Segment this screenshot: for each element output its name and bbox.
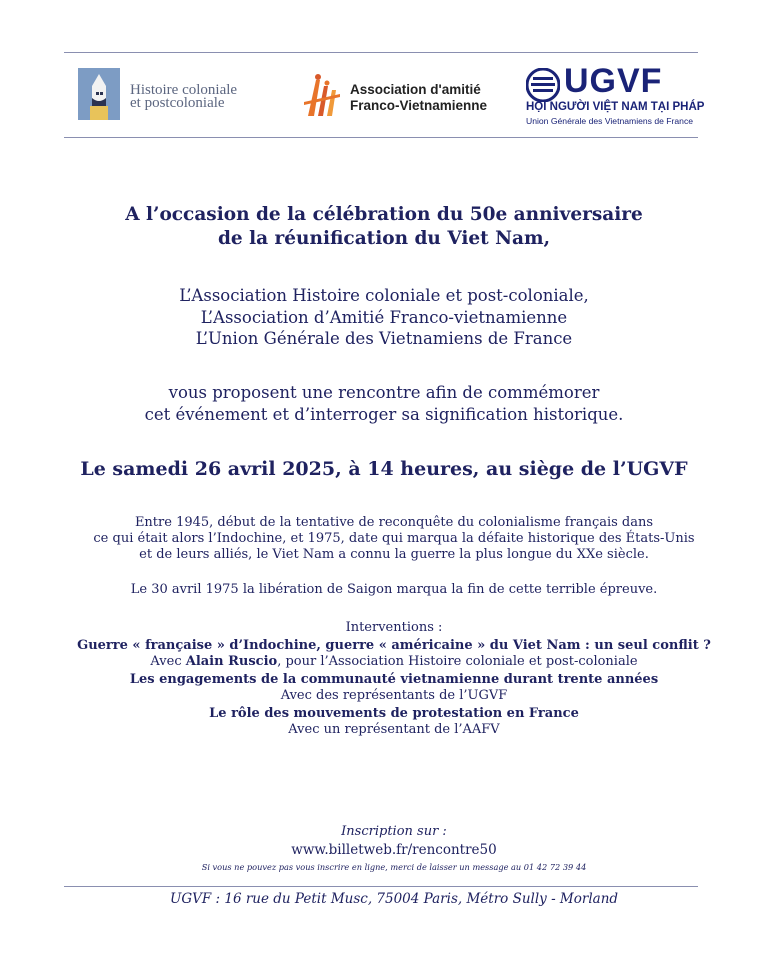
footer-divider [64, 886, 698, 887]
intervention-1-speaker-suffix: , pour l’Association Histoire coloniale et post-coloniale [277, 654, 638, 669]
event-date [0, 457, 768, 481]
context-line-2: ce qui était alors l’Indochine, et 1975, date qui marqua la défaite historique des États-Unis [93, 531, 695, 546]
proposal-line-2: cet événement et d’interroger sa signification historique. [144, 404, 624, 424]
organizer-ugvf: L’Union Générale des Vietnamiens de France [195, 329, 573, 348]
logo-ugvf-subtitle: HỘI NGƯỜI VIỆT NAM TẠI PHÁP [526, 101, 705, 113]
proposal-text [0, 382, 768, 425]
registration-link[interactable]: www.billetweb.fr/rencontre50 [291, 842, 497, 858]
intervention-3-title: Le rôle des mouvements de protestation en France [209, 706, 579, 721]
speaker-name: Alain Ruscio [185, 654, 278, 669]
intervention-2-speaker: Avec des représentants de l’UGVF [280, 688, 508, 703]
globe-icon [526, 68, 560, 102]
logo-bar [64, 60, 705, 132]
logo-aafv [302, 68, 502, 128]
organizers-list [0, 285, 768, 350]
context-line-1: Entre 1945, début de la tentative de reconquête du colonialisme français dans [134, 515, 654, 530]
intervention-3-speaker: Avec un représentant de l’AAFV [288, 722, 500, 737]
footer-address [20, 890, 768, 908]
page-title [0, 203, 768, 251]
intervention-2-title: Les engagements de la communauté vietnamienne durant trente années [129, 672, 659, 687]
registration-note: Si vous ne pouvez pas vous inscrire en ligne, merci de laisser un message au 01 42 72 39 44 [201, 862, 587, 872]
bust-icon [78, 68, 120, 120]
logo-hcpc-line2: et postcoloniale [130, 95, 225, 111]
title-line-2: de la réunification du Viet Nam, [217, 228, 551, 249]
context-line-3: et de leurs alliés, le Viet Nam a connu la guerre la plus longue du XXe siècle. [139, 547, 649, 562]
interventions-label: Interventions : [345, 620, 443, 635]
intervention-1-title: Guerre « française » d’Indochine, guerre « américaine » du Viet Nam : un seul conflit ? [77, 638, 711, 653]
intervention-1-speaker [20, 654, 768, 670]
event-date-text: Le samedi 26 avril 2025, à 14 heures, au siège de l’UGVF [80, 458, 688, 480]
interventions-section [20, 620, 768, 738]
logo-aafv-line1: Association d'amitié [350, 82, 481, 97]
title-line-1: A l’occasion de la célébration du 50e anniversaire [125, 204, 643, 225]
logo-ugvf [526, 62, 705, 130]
logo-histoire-coloniale [78, 66, 278, 126]
organizer-aafv: L’Association d’Amitié Franco-vietnamienne [200, 307, 568, 327]
historical-context [20, 515, 768, 563]
registration-section [20, 822, 768, 874]
logo-divider [64, 137, 698, 138]
organizer-hcpc: L’Association Histoire coloniale et post-coloniale, [179, 286, 589, 305]
figures-icon [302, 72, 342, 120]
liberation-note [20, 582, 768, 598]
top-divider [64, 52, 698, 53]
registration-label: Inscription sur : [341, 824, 447, 839]
address-text: UGVF : 16 rue du Petit Musc, 75004 Paris, Métro Sully - Morland [169, 891, 619, 907]
logo-aafv-line2: Franco-Vietnamienne [350, 98, 488, 113]
proposal-line-1: vous proposent une rencontre afin de commémorer [168, 383, 600, 402]
intervention-1-speaker-prefix: Avec [150, 654, 186, 669]
liberation-text: Le 30 avril 1975 la libération de Saigon marqua la fin de cette terrible épreuve. [130, 582, 658, 597]
logo-ugvf-full-name: Union Générale des Vietnamiens de France [526, 116, 694, 126]
logo-ugvf-name: UGVF [564, 62, 663, 100]
logo-hcpc-line1: Histoire coloniale [130, 82, 238, 98]
